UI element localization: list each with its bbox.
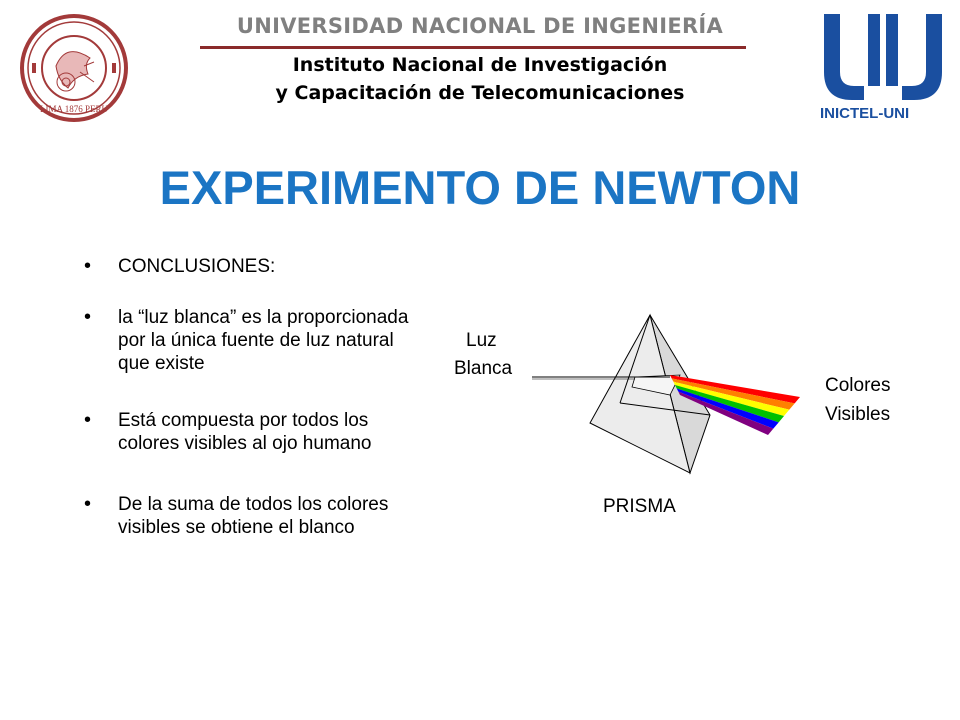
header-rule <box>200 46 746 49</box>
list-item: • CONCLUSIONES: <box>84 255 414 278</box>
list-item: • Está compuesta por todos los colores visibles al ojo humano <box>84 409 414 455</box>
label-blanca: Blanca <box>454 358 513 379</box>
label-prisma: PRISMA <box>603 496 676 517</box>
label-visibles: Visibles <box>825 404 891 425</box>
label-colores: Colores <box>825 375 891 396</box>
list-item: • De la suma de todos los colores visibles se obtiene el blanco <box>84 493 414 539</box>
logo-text: INICTEL-UNI <box>820 105 910 122</box>
institute-line-2: y Capacitación de Telecomunicaciones <box>275 82 685 104</box>
label-luz: Luz <box>466 330 497 351</box>
conclusions-list <box>84 255 414 539</box>
inictel-uni-logo <box>818 10 948 122</box>
seal-year-text: LIMA 1876 PERU <box>39 104 109 114</box>
university-name: UNIVERSIDAD NACIONAL DE INGENIERÍA <box>236 14 724 38</box>
university-seal-logo <box>18 8 130 128</box>
prism-diagram <box>520 305 810 485</box>
page-title: EXPERIMENTO DE NEWTON <box>159 161 801 214</box>
list-item: • la “luz blanca” es la proporcionada por la única fuente de luz natural que existe <box>84 306 414 375</box>
institute-line-1: Instituto Nacional de Investigación <box>292 54 668 76</box>
